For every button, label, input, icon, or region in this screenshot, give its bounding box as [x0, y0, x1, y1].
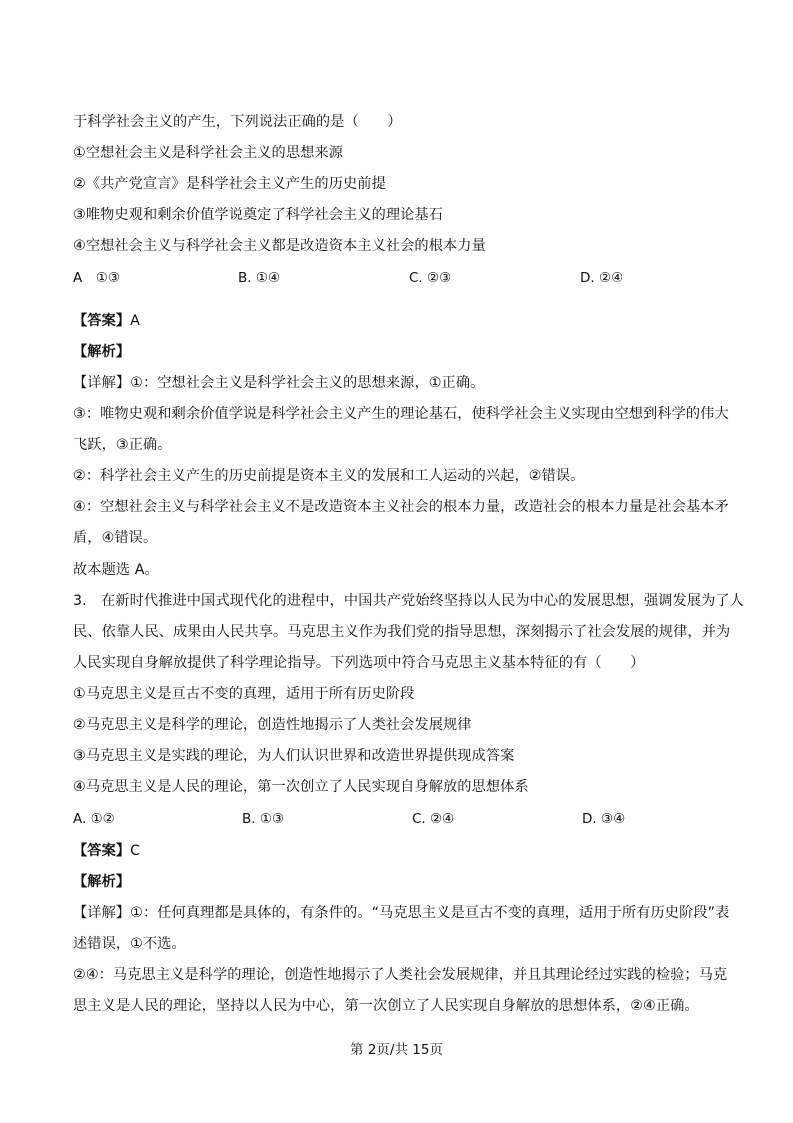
q3-stem-2: 民、依靠人民、成果由人民共享。马克思主义作为我们党的指导思想，深刻揭示了社会发展的规律，并为	[73, 624, 731, 640]
q2-option-c: C. ②③	[409, 270, 452, 286]
q3-option-b: B. ①③	[242, 811, 285, 827]
q2-item-4: ④空想社会主义与科学社会主义都是改造资本主义社会的根本力量	[73, 238, 486, 254]
answer-tag: 【答案】	[73, 843, 131, 859]
q3-item-2: ②马克思主义是科学的理论，创造性地揭示了人类社会发展规律	[73, 717, 472, 733]
q3-stem-3: 人民实现自身解放提供了科学理论指导。下列选项中符合马克思主义基本特征的有（ ）	[73, 655, 645, 671]
detail-text: ①：任何真理都是具体的，有条件的。“马克思主义是亘古不变的真理，适用于所有历史阶段”表	[130, 905, 730, 921]
answer-value: A	[130, 313, 140, 329]
detail-text: ①：空想社会主义是科学社会主义的思想来源，①正确。	[130, 375, 485, 391]
q3-option-a: A. ①②	[73, 811, 115, 827]
q3-stem-1: 3. 在新时代推进中国式现代化的进程中，中国共产党始终坚持以人民为中心的发展思想，强调发展为了人	[73, 593, 744, 609]
q3-analysis-tag: 【解析】	[73, 874, 131, 890]
q3-detail-2: 述错误，①不选。	[73, 936, 186, 952]
q3-detail-3: ②④：马克思主义是科学的理论，创造性地揭示了人类社会发展规律，并且其理论经过实践的检验；马克	[73, 967, 728, 983]
q2-detail-6: 盾，④错误。	[73, 530, 158, 546]
q2-option-b: B. ①④	[238, 270, 281, 286]
q2-item-1: ①空想社会主义是科学社会主义的思想来源	[73, 145, 343, 161]
q3-item-4: ④马克思主义是人民的理论，第一次创立了人民实现自身解放的思想体系	[73, 779, 529, 795]
page-number: 第 2页/共 15页	[350, 1042, 443, 1058]
q3-detail-4: 思主义是人民的理论，坚持以人民为中心，第一次创立了人民实现自身解放的思想体系，②④正确。	[73, 998, 699, 1014]
q2-stem: 于科学社会主义的产生，下列说法正确的是（ ）	[73, 114, 402, 130]
detail-tag: 【详解】	[73, 905, 131, 921]
q2-option-a: A ①③	[73, 270, 120, 286]
q2-detail-3: 飞跃，③正确。	[73, 437, 172, 453]
answer-tag: 【答案】	[73, 313, 131, 329]
answer-value: C	[130, 843, 141, 859]
q3-answer	[73, 841, 140, 861]
q2-conclusion: 故本题选 A。	[73, 562, 159, 578]
q3-detail-1	[73, 903, 729, 923]
q2-answer	[73, 311, 140, 331]
q2-item-3: ③唯物史观和剩余价值学说奠定了科学社会主义的理论基石	[73, 207, 444, 223]
q2-item-2: ②《共产党宣言》是科学社会主义产生的历史前提	[73, 176, 386, 192]
q3-item-3: ③马克思主义是实践的理论，为人们认识世界和改造世界提供现成答案	[73, 748, 515, 764]
q3-item-1: ①马克思主义是亘古不变的真理，适用于所有历史阶段	[73, 686, 415, 702]
q2-analysis-tag: 【解析】	[73, 344, 131, 360]
q2-detail-2: ③：唯物史观和剩余价值学说是科学社会主义产生的理论基石，使科学社会主义实现由空想到科学的伟大	[73, 406, 729, 422]
q2-detail-4: ②：科学社会主义产生的历史前提是资本主义的发展和工人运动的兴起，②错误。	[73, 468, 585, 484]
q3-option-d: D. ③④	[582, 811, 626, 827]
detail-tag: 【详解】	[73, 375, 131, 391]
q2-detail-5: ④：空想社会主义与科学社会主义不是改造资本主义社会的根本力量，改造社会的根本力量是社会基本矛	[73, 499, 729, 515]
q3-option-c: C. ②④	[412, 811, 455, 827]
q2-detail-1	[73, 373, 484, 393]
q2-option-d: D. ②④	[580, 270, 624, 286]
